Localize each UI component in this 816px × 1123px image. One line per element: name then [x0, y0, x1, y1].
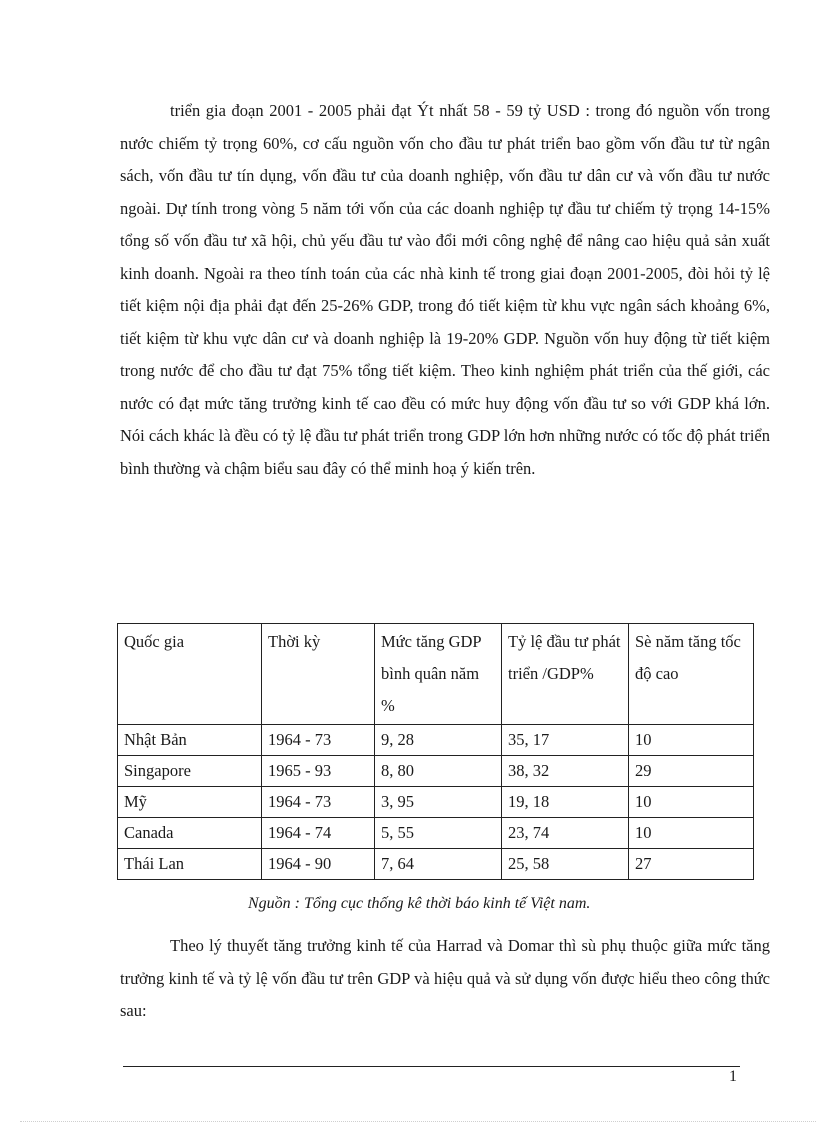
- cell-gdp-growth: 7, 64: [375, 849, 502, 880]
- cell-high-growth-years: 27: [629, 849, 754, 880]
- cell-high-growth-years: 10: [629, 725, 754, 756]
- header-high-growth-years: Sè năm tăng tốc độ cao: [629, 624, 754, 725]
- cell-investment-ratio: 19, 18: [502, 787, 629, 818]
- cell-investment-ratio: 35, 17: [502, 725, 629, 756]
- cell-country: Singapore: [118, 756, 262, 787]
- cell-high-growth-years: 10: [629, 818, 754, 849]
- cell-country: Mỹ: [118, 787, 262, 818]
- table-header-row: [118, 624, 754, 725]
- cell-period: 1964 - 73: [262, 787, 375, 818]
- footer-divider: [123, 1066, 740, 1067]
- cell-high-growth-years: 29: [629, 756, 754, 787]
- cell-gdp-growth: 3, 95: [375, 787, 502, 818]
- table-row: [118, 818, 754, 849]
- body-paragraph-1: triển gia đoạn 2001 - 2005 phải đạt Ýt nhất 58 - 59 tỷ USD : trong đó nguồn vốn trong nước chiếm tỷ trọng 60%, cơ cấu nguồn vốn cho đầu tư phát triển bao gồm vốn đầu tư từ ngân sách, vốn đầu tư tín dụng, vốn đầu tư của doanh nghiệp, vốn đầu tư dân cư và vốn đầu tư nước ngoài. Dự tính trong vòng 5 năm tới vốn của các doanh nghiệp tự đầu tư chiếm tỷ trọng 14-15% tổng số vốn đầu tư xã hội, chủ yếu đầu tư vào đổi mới công nghệ để nâng cao hiệu quả sản xuất kinh doanh. Ngoài ra theo tính toán của các nhà kinh tế trong giai đoạn 2001-2005, đòi hỏi tỷ lệ tiết kiệm nội địa phải đạt đến 25-26% GDP, trong đó tiết kiệm từ khu vực ngân sách khoảng 6%, tiết kiệm từ khu vực dân cư và doanh nghiệp là 19-20% GDP. Nguồn vốn huy động từ tiết kiệm trong nước để cho đầu tư đạt 75% tổng tiết kiệm. Theo kinh nghiệm phát triển của thế giới, các nước có đạt mức tăng trưởng kinh tế cao đều có mức huy động vốn đầu tư so với GDP khá lớn. Nói cách khác là đều có tỷ lệ đầu tư phát triển trong GDP lớn hơn những nước có tốc độ phát triển bình thường và chậm biểu sau đây có thể minh hoạ ý kiến trên.: [120, 101, 770, 478]
- cell-country: Nhật Bản: [118, 725, 262, 756]
- cell-period: 1965 - 93: [262, 756, 375, 787]
- investment-growth-table: [117, 623, 754, 880]
- table-row: [118, 725, 754, 756]
- table-row: [118, 756, 754, 787]
- cell-country: Thái Lan: [118, 849, 262, 880]
- cell-investment-ratio: 23, 74: [502, 818, 629, 849]
- cell-investment-ratio: 38, 32: [502, 756, 629, 787]
- table-row: [118, 787, 754, 818]
- cell-high-growth-years: 10: [629, 787, 754, 818]
- cell-investment-ratio: 25, 58: [502, 849, 629, 880]
- cell-period: 1964 - 90: [262, 849, 375, 880]
- header-country: Quốc gia: [118, 624, 262, 725]
- cell-country: Canada: [118, 818, 262, 849]
- body-paragraph-2: Theo lý thuyết tăng trưởng kinh tế của Harrad và Domar thì sù phụ thuộc giữa mức tăng trưởng kinh tế và tỷ lệ vốn đầu tư trên GDP và hiệu quả và sử dụng vốn được hiểu theo công thức sau:: [120, 936, 770, 1020]
- header-gdp-growth: Mức tăng GDP bình quân năm %: [375, 624, 502, 725]
- page-edge-divider: [20, 1121, 816, 1122]
- cell-period: 1964 - 73: [262, 725, 375, 756]
- table-row: [118, 849, 754, 880]
- table-source-note: Nguồn : Tổng cục thống kê thời báo kinh tế Việt nam.: [248, 895, 591, 912]
- header-period: Thời kỳ: [262, 624, 375, 725]
- cell-gdp-growth: 9, 28: [375, 725, 502, 756]
- cell-period: 1964 - 74: [262, 818, 375, 849]
- cell-gdp-growth: 5, 55: [375, 818, 502, 849]
- page-number: 1: [729, 1068, 737, 1085]
- cell-gdp-growth: 8, 80: [375, 756, 502, 787]
- header-investment-ratio: Tỷ lệ đầu tư phát triển /GDP%: [502, 624, 629, 725]
